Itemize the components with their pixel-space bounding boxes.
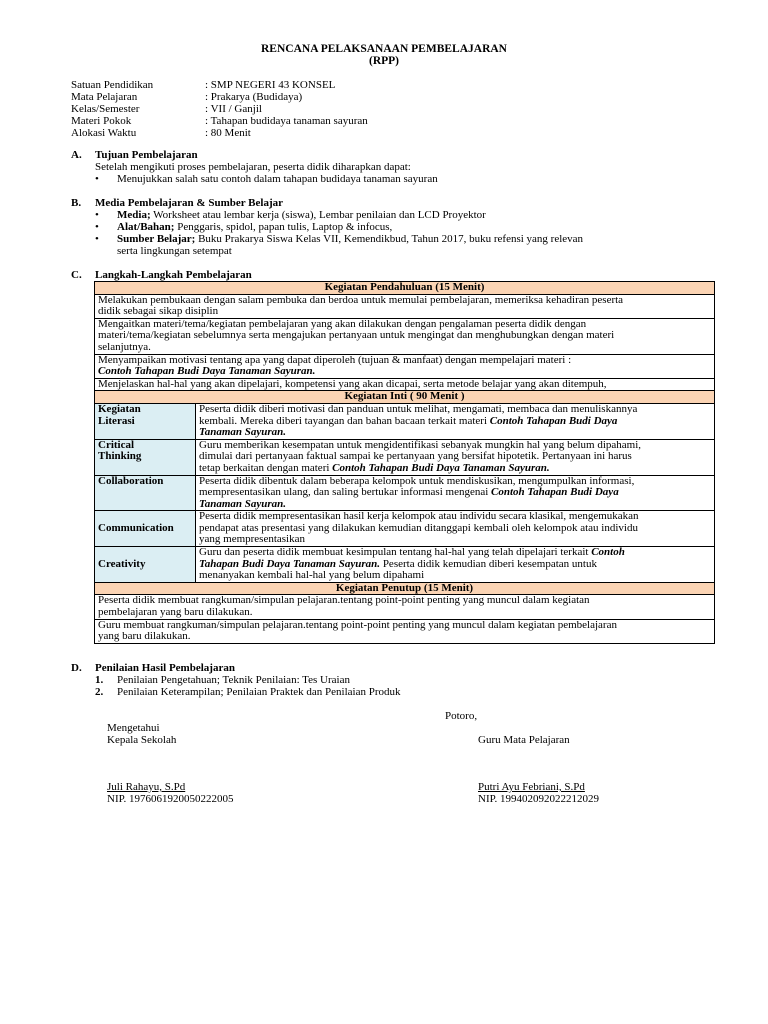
activity-text: Peserta didik dibentuk dalam beberapa kelompok untuk mendiskusikan, mengumpulkan informasi, mempresentasikan ulang, dan saling bertukar informasi mengenai Contoh Tahapan Budi Daya Tanaman Sayuran. bbox=[196, 475, 715, 511]
activity-label: Communication bbox=[95, 511, 196, 547]
identity-value: : Tahapan budidaya tanaman sayuran bbox=[205, 115, 368, 127]
document-title: RENCANA PELAKSANAAN PEMBELAJARAN bbox=[261, 43, 507, 55]
table-row: Melakukan pembukaan dengan salam pembuka dan berdoa untuk memulai pembelajaran, memeriksa kehadiran peserta didik sebagai sikap disiplin bbox=[95, 294, 715, 318]
signature-place: Potoro, bbox=[445, 710, 478, 722]
bullet-icon: • bbox=[95, 233, 99, 245]
signature-left-role: Kepala Sekolah bbox=[107, 734, 177, 746]
list-item: • Menujukkan salah satu contoh dalam tahapan budidaya tanaman sayuran bbox=[95, 173, 438, 185]
activity-text: Peserta didik diberi motivasi dan panduan untuk melihat, mengamati, membaca dan menuliskannya kembali. Mereka diberi tayangan dan bahan bacaan terkait materi Contoh Tahapan Budi Daya Tanaman Sayuran. bbox=[196, 403, 715, 439]
list-item-continuation: serta lingkungan setempat bbox=[117, 245, 232, 257]
activity-label: Critical Thinking bbox=[95, 439, 196, 475]
activity-label: Kegiatan Literasi bbox=[95, 403, 196, 439]
identity-label: Materi Pokok bbox=[71, 115, 132, 127]
section-a-intro: Setelah mengikuti proses pembelajaran, peserta didik diharapkan dapat: bbox=[95, 161, 411, 173]
activities-table bbox=[94, 281, 715, 644]
section-c bbox=[71, 269, 252, 281]
inti-header: Kegiatan Inti ( 90 Menit ) bbox=[95, 391, 715, 404]
activity-label: Collaboration bbox=[95, 475, 196, 511]
document-subtitle: (RPP) bbox=[368, 55, 399, 67]
signature-right-nip: NIP. 199402092022212029 bbox=[478, 793, 600, 805]
signature-right-role: Guru Mata Pelajaran bbox=[478, 734, 570, 746]
activity-label: Creativity bbox=[95, 547, 196, 583]
table-row: Menyampaikan motivasi tentang apa yang dapat diperoleh (tujuan & manfaat) dengan mempelajari materi : Contoh Tahapan Budi Daya Tanaman Sayuran. bbox=[95, 354, 715, 378]
section-a-heading: A. Tujuan Pembelajaran bbox=[71, 149, 198, 161]
signature-left-title: Mengetahui bbox=[107, 722, 160, 734]
list-item: • Sumber Belajar; Buku Prakarya Siswa Kelas VII, Kemendikbud, Tahun 2017, buku refensi yang relevan bbox=[95, 233, 584, 245]
bullet-icon: • bbox=[95, 209, 99, 221]
list-item: • Media; Worksheet atau lembar kerja (siswa), Lembar penilaian dan LCD Proyektor bbox=[95, 209, 486, 221]
section-d-heading: D. Penilaian Hasil Pembelajaran bbox=[71, 662, 235, 674]
identity-label: Alokasi Waktu bbox=[71, 127, 137, 139]
identity-value: : 80 Menit bbox=[205, 127, 251, 139]
activity-text: Peserta didik mempresentasikan hasil kerja kelompok atau individu secara klasikal, mengemukakan pendapat atas presentasi yang dilakukan kemudian ditanggapi kembali oleh kelompok atau individu yang mempresentasikan bbox=[196, 511, 715, 547]
signature-right-name: Putri Ayu Febriani, S.Pd bbox=[478, 781, 585, 793]
section-b bbox=[71, 197, 583, 257]
penutup-header: Kegiatan Penutup (15 Menit) bbox=[95, 582, 715, 595]
table-row bbox=[95, 511, 715, 547]
table-row: Menjelaskan hal-hal yang akan dipelajari, kompetensi yang akan dicapai, serta metode belajar yang akan ditempuh, bbox=[95, 378, 715, 391]
table-row: Peserta didik membuat rangkuman/simpulan pelajaran.tentang point-point penting yang muncul dalam kegiatan pembelajaran yang baru dilakukan. bbox=[95, 595, 715, 619]
identity-block bbox=[71, 79, 368, 139]
signature-left-nip: NIP. 197606192005022200​5 bbox=[107, 793, 234, 805]
signature-left-name: Juli Rahayu, S.Pd bbox=[107, 781, 186, 793]
identity-label: Satuan Pendidikan bbox=[71, 79, 154, 91]
table-row: Mengaitkan materi/tema/kegiatan pembelajaran yang akan dilakukan dengan pengalaman peserta didik dengan materi/tema/kegiatan sebelumnya serta mengajukan pertanyaan untuk mengingat dan menghubungkan dengan materi selanjutnya. bbox=[95, 318, 715, 354]
activity-text: Guru dan peserta didik membuat kesimpulan tentang hal-hal yang telah dipelajari terkait Contoh Tahapan Budi Daya Tanaman Sayuran. Peserta didik kemudian diberi kesempatan untuk menanyakan kembali hal-hal yang belum dipahami bbox=[196, 547, 715, 583]
list-item: • Alat/Bahan; Penggaris, spidol, papan tulis, Laptop & infocus, bbox=[95, 221, 393, 233]
table-row bbox=[95, 439, 715, 475]
activity-text: Guru memberikan kesempatan untuk mengidentifikasi sebanyak mungkin hal yang belum dipahami, dimulai dari pertanyaan faktual sampai ke pertanyaan yang bersifat hipotetik. Pertanyaan ini harus tetap berkaitan dengan materi Contoh Tahapan Budi Daya Tanaman Sayuran. bbox=[196, 439, 715, 475]
list-item: 1. Penilaian Pengetahuan; Teknik Penilaian: Tes Uraian bbox=[95, 674, 350, 686]
bullet-icon: • bbox=[95, 221, 99, 233]
section-c-heading: C. Langkah-Langkah Pembelajaran bbox=[71, 269, 252, 281]
section-a bbox=[71, 149, 438, 185]
table-row bbox=[95, 475, 715, 511]
identity-value: : Prakarya (Budidaya) bbox=[205, 91, 303, 103]
pendahuluan-header: Kegiatan Pendahuluan (15 Menit) bbox=[95, 282, 715, 295]
identity-label: Kelas/Semester bbox=[71, 103, 140, 115]
identity-value: : VII / Ganjil bbox=[205, 103, 262, 115]
list-item: 2. Penilaian Keterampilan; Penilaian Praktek dan Penilaian Produk bbox=[95, 686, 401, 698]
bullet-icon: • bbox=[95, 173, 99, 185]
section-d bbox=[71, 662, 400, 698]
section-b-heading: B. Media Pembelajaran & Sumber Belajar bbox=[71, 197, 283, 209]
identity-value: : SMP NEGERI 43 KONSEL bbox=[205, 79, 336, 91]
table-row bbox=[95, 547, 715, 583]
identity-label: Mata Pelajaran bbox=[71, 91, 138, 103]
table-row bbox=[95, 403, 715, 439]
table-row: Guru membuat rangkuman/simpulan pelajaran.tentang point-point penting yang muncul dalam kegiatan pembelajaran yang baru dilakukan. bbox=[95, 619, 715, 643]
